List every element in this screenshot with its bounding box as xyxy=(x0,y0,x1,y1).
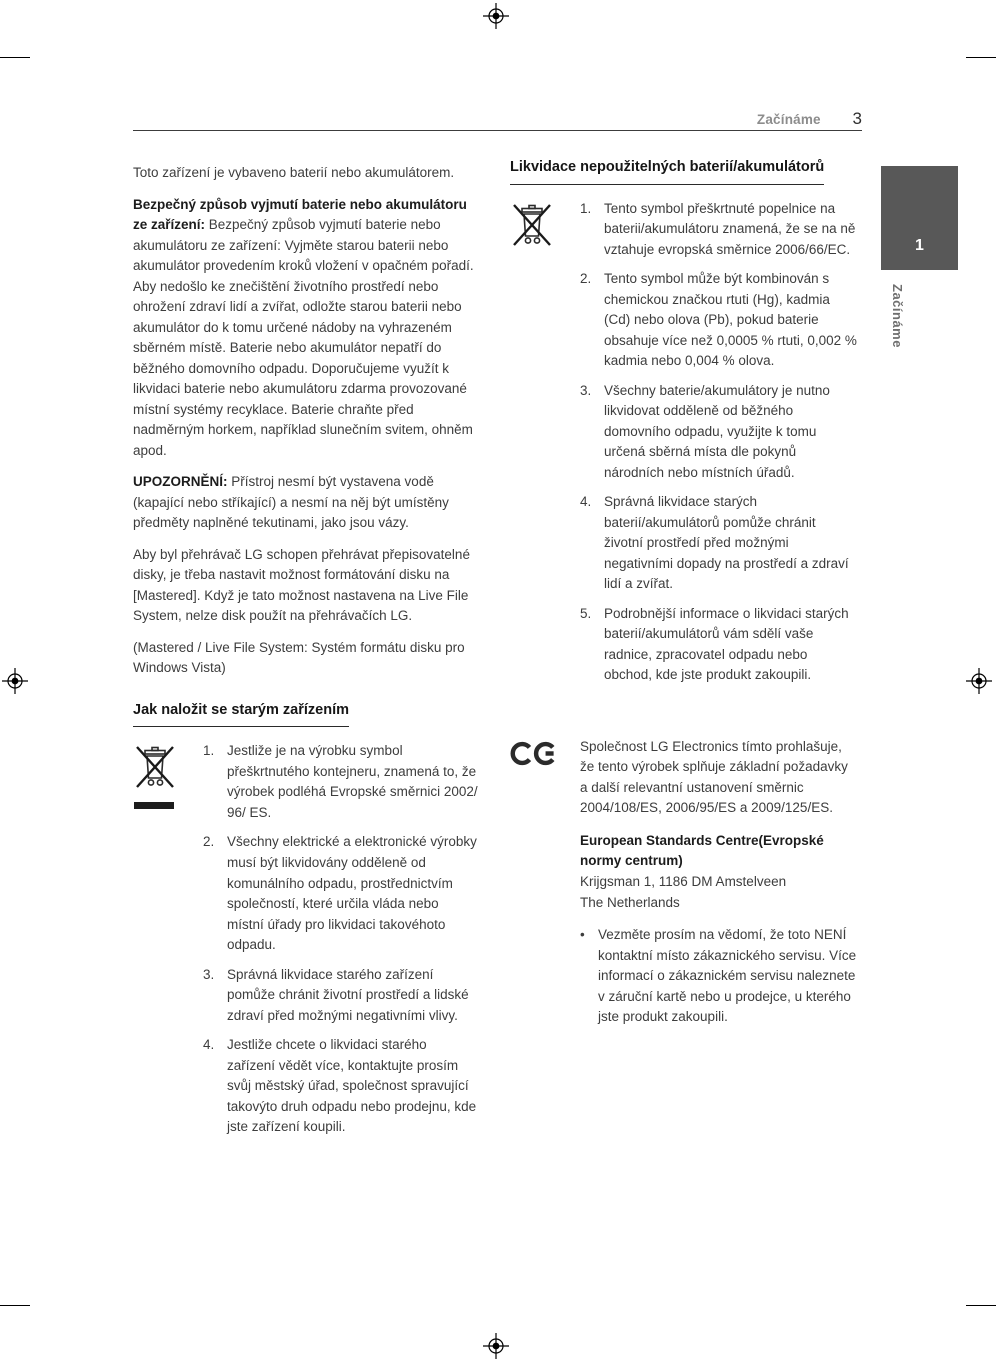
numbered-items xyxy=(580,199,858,695)
registration-mark-icon xyxy=(483,3,509,29)
right-column xyxy=(510,158,858,1028)
ce-declaration-block xyxy=(510,737,858,1028)
item-text: Všechny baterie/akumulátory je nutno likvidovat odděleně od běžného domovního odpadu, využijte k tomu určená sběrná místa dle pokynů národních nebo místních úřadů. xyxy=(604,382,830,480)
paragraph xyxy=(133,163,478,184)
page-header xyxy=(133,106,862,132)
standards-centre-name: European Standards Centre(Evropské normy centrum) xyxy=(580,832,824,869)
item-number: 3. xyxy=(203,966,215,982)
list-item xyxy=(580,492,858,595)
item-number: 4. xyxy=(580,494,592,510)
registration-mark-icon xyxy=(2,668,28,694)
page-number: 3 xyxy=(852,109,862,128)
item-text: Tento symbol přeškrtnuté popelnice na baterii/akumulátoru znamená, že se na ně vztahuje evropská směrnice 2006/66/EC. xyxy=(604,200,856,257)
item-text: Všechny elektrické a elektronické výrobky musí být likvidovány odděleně od komunálního odpadu, prostřednictvím společností, které určila vláda nebo místní úřady pro likvidaci takovéhoto odpadu. xyxy=(227,834,477,953)
list-item xyxy=(203,832,478,955)
list-item xyxy=(203,1035,478,1138)
weee-icon-column xyxy=(510,199,580,256)
numbered-items xyxy=(203,741,478,1146)
item-number: 4. xyxy=(203,1037,215,1053)
service-note-text: Vezměte prosím na vědomí, že toto NENÍ kontaktní místo zákaznického servisu. Více informací o zákaznickém servisu naleznete v záruční kartě nebo u prodejce, u kterého jste produkt zakoupili. xyxy=(598,927,857,1025)
left-column xyxy=(133,163,478,1147)
weee-bin-bar xyxy=(134,802,174,809)
item-text: Jestliže je na výrobku symbol přeškrtnutého kontejneru, znamená to, že výrobek podléhá Evropské směrnici 2002/ 96/ ES. xyxy=(227,743,478,820)
service-note xyxy=(580,925,858,1028)
item-number: 5. xyxy=(580,605,592,621)
list-item xyxy=(580,269,858,372)
item-number: 2. xyxy=(203,834,215,850)
paragraph xyxy=(133,638,478,679)
header-rule xyxy=(133,130,862,131)
standards-centre-country: The Netherlands xyxy=(580,894,680,910)
bullet-glyph: • xyxy=(580,927,585,943)
chapter-label-vertical: Začínáme xyxy=(889,284,905,348)
weee-bin-icon xyxy=(133,745,177,791)
standards-centre-address: Krijgsman 1, 1186 DM Amstelveen xyxy=(580,874,787,889)
header-section-title: Začínáme xyxy=(756,112,821,127)
paragraph-text: Bezpečný způsob vyjmutí baterie nebo akumulátoru ze zařízení: Vyjměte starou baterii nebo akumulátor provedením kroků vložení v opačném pořadí. Aby nedošlo ke znečištění životního prostředí nebo ohrožení zdraví lidí a zvířat, odložte starou baterii nebo akumulátor do k tomu určené nádoby na vyhrazeném sběrném místě. Baterie nebo akumulátor nepatří do běžného domovního odpadu. Doporučujeme využít k likvidaci baterie nebo akumulátoru zdarma provozované místní systémy recyklace. Baterie chraňte před nadměrným horkem, například slunečním svitem, ohněm apod. xyxy=(133,217,474,458)
chapter-tab xyxy=(881,166,958,270)
paragraph-text: Přístroj nesmí být vystavena vodě (kapající nebo stříkající) a nesmí na něj být umístěny předměty naplněné tekutinami, jako jsou vázy. xyxy=(133,474,449,531)
ce-text xyxy=(580,737,858,1028)
paragraph xyxy=(133,545,478,627)
crop-mark xyxy=(966,1305,996,1306)
crop-mark xyxy=(966,57,996,58)
weee-icon-column xyxy=(133,741,203,809)
item-number: 1. xyxy=(580,200,592,216)
paragraph-lead: UPOZORNĚNÍ: xyxy=(133,474,228,490)
list-item xyxy=(580,604,858,686)
list-item xyxy=(580,199,858,261)
section-heading-old-device: Jak naložit se starým zařízením xyxy=(133,701,349,728)
paragraph xyxy=(133,195,478,462)
list-item xyxy=(203,741,478,823)
ce-declaration: Společnost LG Electronics tímto prohlašuje, že tento výrobek splňuje základní požadavky a další relevantní ustanovení směrnic 2004/108/ES, 2006/95/ES a 2009/125/ES. xyxy=(580,738,848,816)
item-text: Správná likvidace starého zařízení pomůže chránit životní prostředí a lidské zdraví před možnými negativními vlivy. xyxy=(227,966,469,1023)
item-text: Jestliže chcete o likvidaci starého zařízení vědět více, kontaktujte prosím svůj městský úřad, společnost spravující takovýto druh odpadu nebo prodejnu, kde jste zařízení koupili. xyxy=(227,1037,477,1135)
weee-battery-bin-icon xyxy=(510,203,554,249)
item-text: Podrobnější informace o likvidaci starých baterií/akumulátorů vám sdělí vaše radnice, zpracovatel odpadu nebo obchod, kde jste produkt zakoupili. xyxy=(604,605,849,683)
item-number: 1. xyxy=(203,743,215,759)
item-text: Tento symbol může být kombinován s chemickou značkou rtuti (Hg), kadmia (Cd) nebo olova (Pb), pokud baterie obsahuje více než 0,0005 % rtuti, 0,002 % kadmia nebo 0,004 % olova. xyxy=(604,271,857,369)
section-heading-batteries: Likvidace nepoužitelných baterií/akumulátorů xyxy=(510,158,824,185)
paragraph-text: Toto zařízení je vybaveno baterií nebo akumulátorem. xyxy=(133,165,455,180)
paragraph-text: Aby byl přehrávač LG schopen přehrávat přepisovatelné disky, je třeba nastavit možnost formátování disku na [Mastered]. Když je tato možnost nastavena na Live File System, nelze disk použít na přehrávačích LG. xyxy=(133,546,470,624)
list-item xyxy=(203,965,478,1027)
batteries-list xyxy=(510,199,858,695)
list-item xyxy=(580,381,858,484)
paragraph-text: (Mastered / Live File System: Systém formátu disku pro Windows Vista) xyxy=(133,639,465,676)
old-device-list xyxy=(133,741,478,1146)
ce-mark-icon xyxy=(510,739,560,768)
item-number: 3. xyxy=(580,382,592,398)
crop-mark xyxy=(0,57,30,58)
registration-mark-icon xyxy=(483,1333,509,1359)
item-text: Správná likvidace starých baterií/akumulátorů pomůže chránit životní prostředí před možnými negativními dopady na prostředí a zdraví lidí a zvířat. xyxy=(604,494,849,592)
item-number: 2. xyxy=(580,271,592,287)
registration-mark-icon xyxy=(966,668,992,694)
paragraph xyxy=(133,472,478,534)
ce-icon-column xyxy=(510,737,580,775)
chapter-number: 1 xyxy=(915,236,924,254)
paragraph-lead: Bezpečný způsob vyjmutí baterie nebo akumulátoru ze zařízení: xyxy=(133,196,467,233)
crop-mark xyxy=(0,1305,30,1306)
